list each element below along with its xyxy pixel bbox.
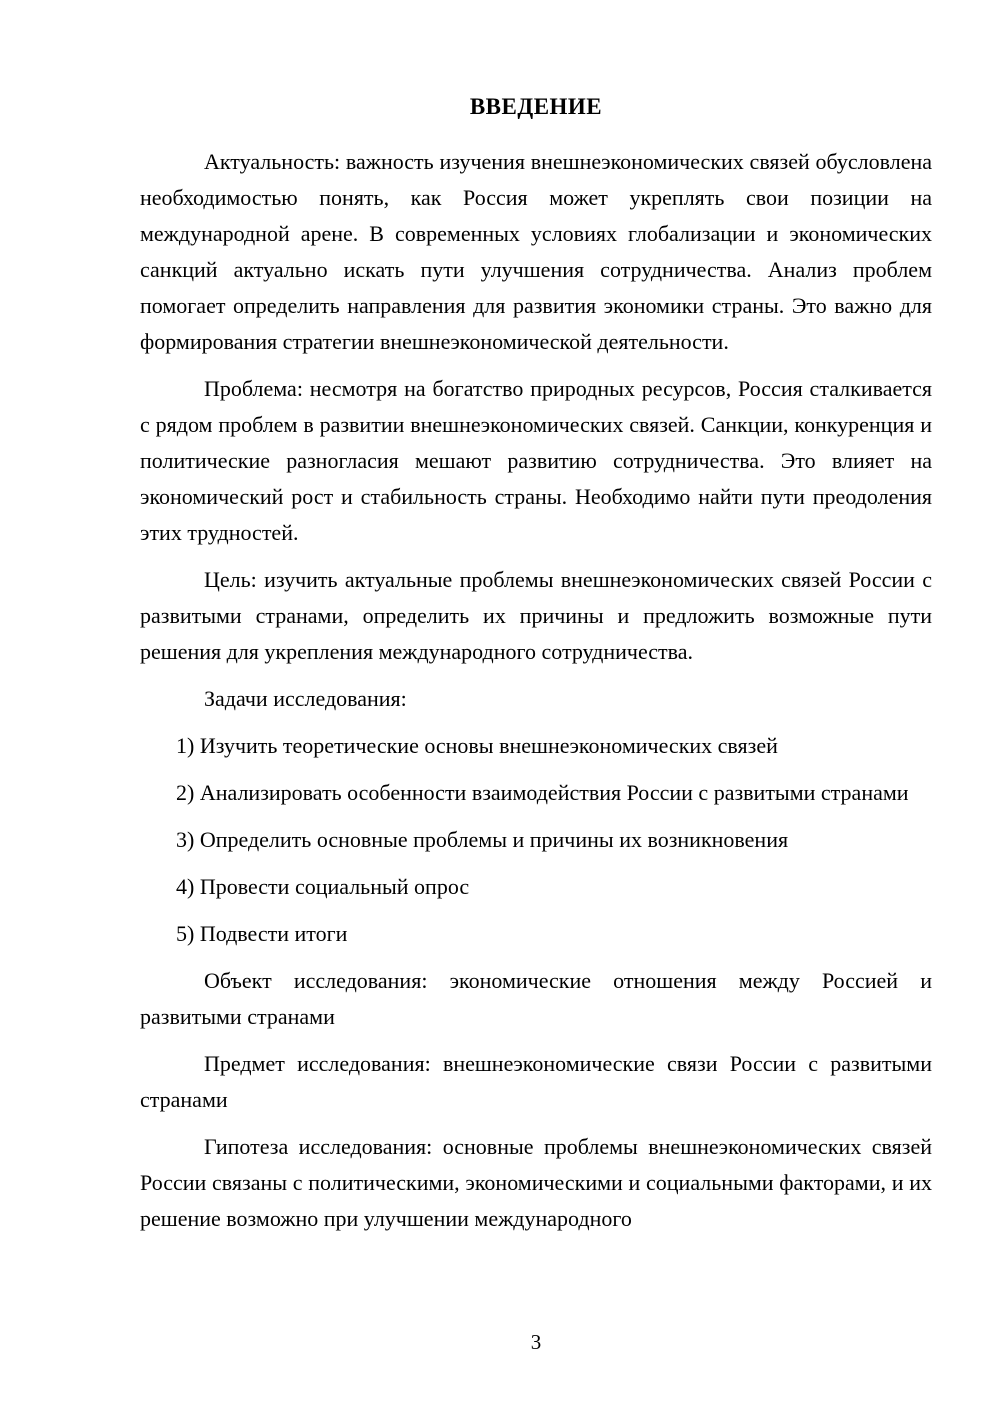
- paragraph-problem: Проблема: несмотря на богатство природных ресурсов, Россия сталкивается с рядом проблем в развитии внешнеэкономических связей. Санкции, конкуренция и политические разногласия мешают развитию сотрудничества. Это влияет на экономический рост и стабильность страны. Необходимо найти пути преодоления этих трудностей.: [140, 376, 932, 545]
- task-list-item-1: 1) Изучить теоретические основы внешнеэкономических связей: [176, 733, 778, 758]
- paragraph-subject: Предмет исследования: внешнеэкономические связи России с развитыми странами: [140, 1051, 932, 1112]
- task-list-item-3: 3) Определить основные проблемы и причины их возникновения: [176, 827, 789, 852]
- paragraph-hypothesis: Гипотеза исследования: основные проблемы внешнеэкономических связей России связаны с политическими, экономическими и социальными факторами, и их решение возможно при улучшении международного: [140, 1134, 932, 1231]
- task-list-item-4: 4) Провести социальный опрос: [176, 874, 470, 899]
- task-list-item-5: 5) Подвести итоги: [176, 921, 348, 946]
- page-content: [140, 94, 932, 1248]
- paragraph-object: Объект исследования: экономические отношения между Россией и развитыми странами: [140, 968, 932, 1029]
- tasks-heading: Задачи исследования:: [204, 686, 407, 711]
- paragraph-relevance: Актуальность: важность изучения внешнеэкономических связей обусловлена необходимостью понять, как Россия может укреплять свои позиции на международной арене. В современных условиях глобализации и экономических санкций актуально искать пути улучшения сотрудничества. Анализ проблем помогает определить направления для развития экономики страны. Это важно для формирования стратегии внешнеэкономической деятельности.: [140, 149, 932, 354]
- task-list-item-2: 2) Анализировать особенности взаимодействия России с развитыми странами: [176, 780, 909, 805]
- paragraph-goal: Цель: изучить актуальные проблемы внешнеэкономических связей России с развитыми странами, определить их причины и предложить возможные пути решения для укрепления международного сотрудничества.: [140, 567, 932, 664]
- page-title: ВВЕДЕНИЕ: [469, 94, 603, 119]
- page-number: 3: [530, 1330, 542, 1354]
